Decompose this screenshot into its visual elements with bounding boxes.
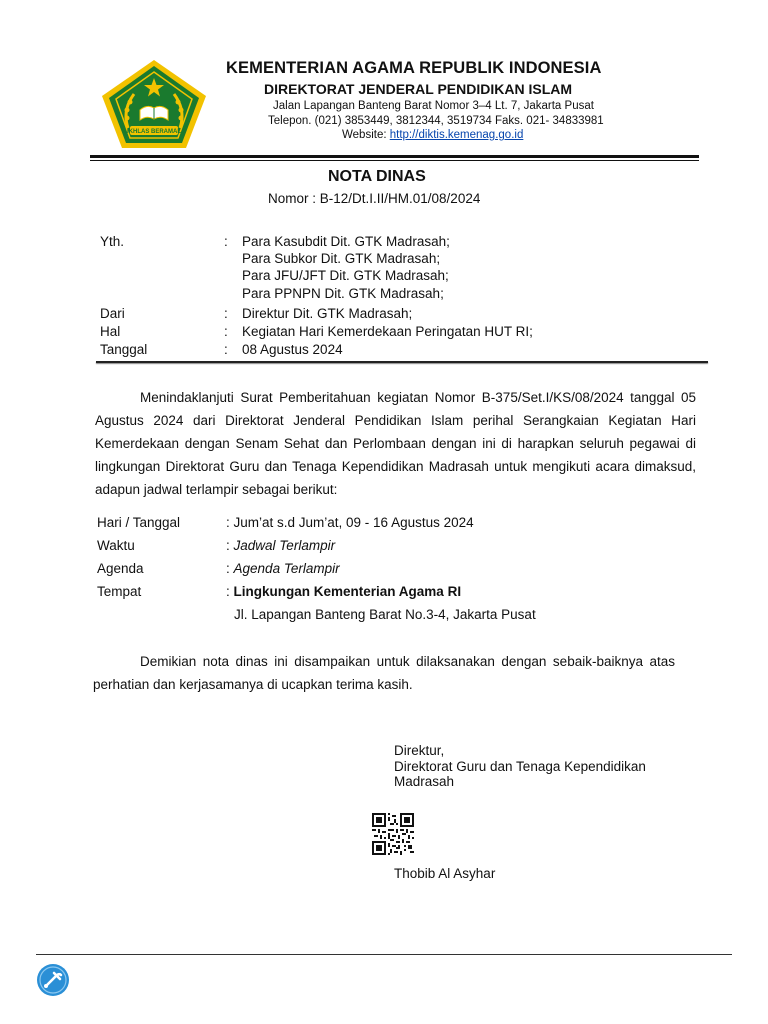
schedule-waktu-value [226,538,335,553]
tanggal-value: 08 Agustus 2024 [242,342,343,357]
qr-code [372,813,414,855]
ministry-name: KEMENTERIAN AGAMA REPUBLIK INDONESIA [226,59,602,77]
yth-recipient-1: Para Kasubdit Dit. GTK Madrasah; [242,234,450,249]
schedule-tempat-value [226,584,461,599]
body-paragraph-1: Menindaklanjuti Surat Pemberitahuan kegiatan Nomor B-375/Set.I/KS/08/2024 tanggal 05 Agustus 2024 dari Direktorat Jenderal Pendidikan Islam perihal Serangkaian Kegiatan Hari Kemerdekaan dengan Senam Sehat dan Perlombaan dengan ini di harapkan seluruh pegawai di lingkungan Direktorat Guru dan Tenaga Kependidikan Madrasah untuk mengikuti acara dimaksud, adapun jadwal terlampir sebagai berikut: [95,390,696,497]
tanggal-label: Tanggal [100,342,148,357]
yth-recipient-3: Para JFU/JFT Dit. GTK Madrasah; [242,268,449,283]
hal-value: Kegiatan Hari Kemerdekaan Peringatan HUT RI; [242,324,533,339]
body-paragraph-2: Demikian nota dinas ini disampaikan untuk dilaksanakan dengan sebaik-baiknya atas perhatian dan kerjasamanya di ucapkan terima kasih. [93,654,675,692]
address-line: Jalan Lapangan Banteng Barat Nomor 3–4 Lt. 7, Jakarta Pusat [273,100,594,112]
yth-label: Yth. [100,234,125,249]
phone-line: Telepon. (021) 3853449, 3812344, 3519734 Faks. 021- 34833981 [268,115,604,127]
signature-title-1: Direktur, [394,743,445,758]
scribd-icon[interactable] [36,963,70,997]
document-number: Nomor : B-12/Dt.I.II/HM.01/08/2024 [268,191,481,206]
schedule-tempat-colon: : [226,584,230,599]
dari-label: Dari [100,306,125,321]
website-label: Website: [342,129,390,141]
tanggal-colon: : [224,342,228,357]
document-title: NOTA DINAS [328,168,426,185]
website-line [342,129,523,141]
signature-title-2: Direktorat Guru dan Tenaga Kependidikan [394,759,646,774]
schedule-agenda-label: Agenda [97,561,144,576]
schedule-agenda-colon: : [226,561,230,576]
yth-recipient-2: Para Subkor Dit. GTK Madrasah; [242,251,441,266]
yth-colon: : [224,234,228,249]
signature-title-3: Madrasah [394,774,455,789]
svg-text:IKHLAS BERAMAL: IKHLAS BERAMAL [127,129,181,135]
letterhead-rule-thick [90,155,699,158]
dari-value: Direktur Dit. GTK Madrasah; [242,306,413,321]
hal-label: Hal [100,324,121,339]
schedule-tempat-text: Lingkungan Kementerian Agama RI [233,584,462,599]
kemenag-logo [100,58,208,150]
schedule-agenda-value [226,561,340,576]
signatory-name: Thobib Al Asyhar [394,866,496,881]
directorate-name: DIREKTORAT JENDERAL PENDIDIKAN ISLAM [264,81,573,97]
schedule-hari-label: Hari / Tanggal [97,515,181,530]
header-divider [96,361,708,363]
schedule-waktu-text: Jadwal Terlampir [233,538,336,553]
schedule-hari-value: : Jum’at s.d Jum’at, 09 - 16 Agustus 2024 [226,515,474,530]
dari-colon: : [224,306,228,321]
schedule-tempat-label: Tempat [97,584,142,599]
letterhead-rule-thin [90,160,699,161]
schedule-waktu-label: Waktu [97,538,135,553]
website-link[interactable]: http://diktis.kemenag.go.id [389,129,524,141]
hal-colon: : [224,324,228,339]
yth-recipient-4: Para PPNPN Dit. GTK Madrasah; [242,286,444,301]
footer-divider [36,954,732,955]
schedule-agenda-text: Agenda Terlampir [233,561,340,576]
schedule-tempat-address: Jl. Lapangan Banteng Barat No.3-4, Jakarta Pusat [234,607,536,622]
schedule-waktu-colon: : [226,538,230,553]
